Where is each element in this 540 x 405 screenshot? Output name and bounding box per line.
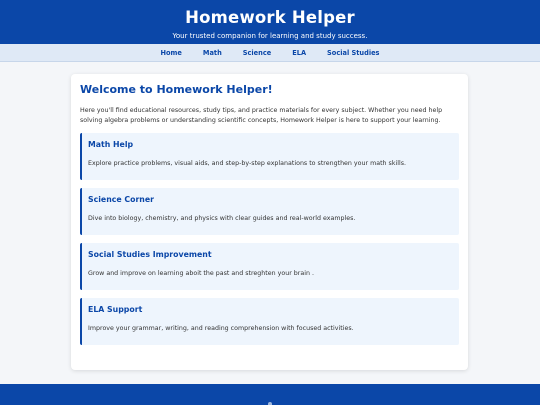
section-description: Explore practice problems, visual aids, and step-by-step explanations to strengthen your math skills. [88,160,406,167]
nav-link-math[interactable]: Math [202,48,222,57]
section-title: ELA Support [88,305,143,314]
site-subtitle: Your trusted companion for learning and study success. [172,32,368,40]
section-ela-support [80,298,459,345]
main-nav [0,44,540,62]
welcome-heading: Welcome to Homework Helper! [80,83,273,96]
section-title: Science Corner [88,195,154,204]
section-math-help [80,133,459,180]
site-header [0,0,540,44]
section-social-studies [80,243,459,290]
nav-link-ela[interactable]: ELA [292,48,307,57]
section-science-corner [80,188,459,235]
nav-link-social-studies[interactable]: Social Studies [327,48,380,57]
section-description: Dive into biology, chemistry, and physics with clear guides and real-world examples. [88,215,356,222]
subject-sections [80,133,459,345]
intro-paragraph: Here you'll find educational resources, study tips, and practice materials for every subject. Whether you need help solving algebra problems or understanding scientific concepts, Homework Helper is here to support your learning. [80,107,443,124]
section-title: Math Help [88,140,134,149]
site-title: Homework Helper [185,8,355,27]
content-card [71,74,468,370]
section-description: Improve your grammar, writing, and reading comprehension with focused activities. [88,325,354,332]
section-description: Grow and improve on learning aboit the past and streghten your brain . [88,270,314,277]
section-title: Social Studies Improvement [88,250,212,259]
site-footer [0,384,540,405]
nav-link-home[interactable]: Home [160,48,182,57]
nav-link-science[interactable]: Science [242,48,272,57]
